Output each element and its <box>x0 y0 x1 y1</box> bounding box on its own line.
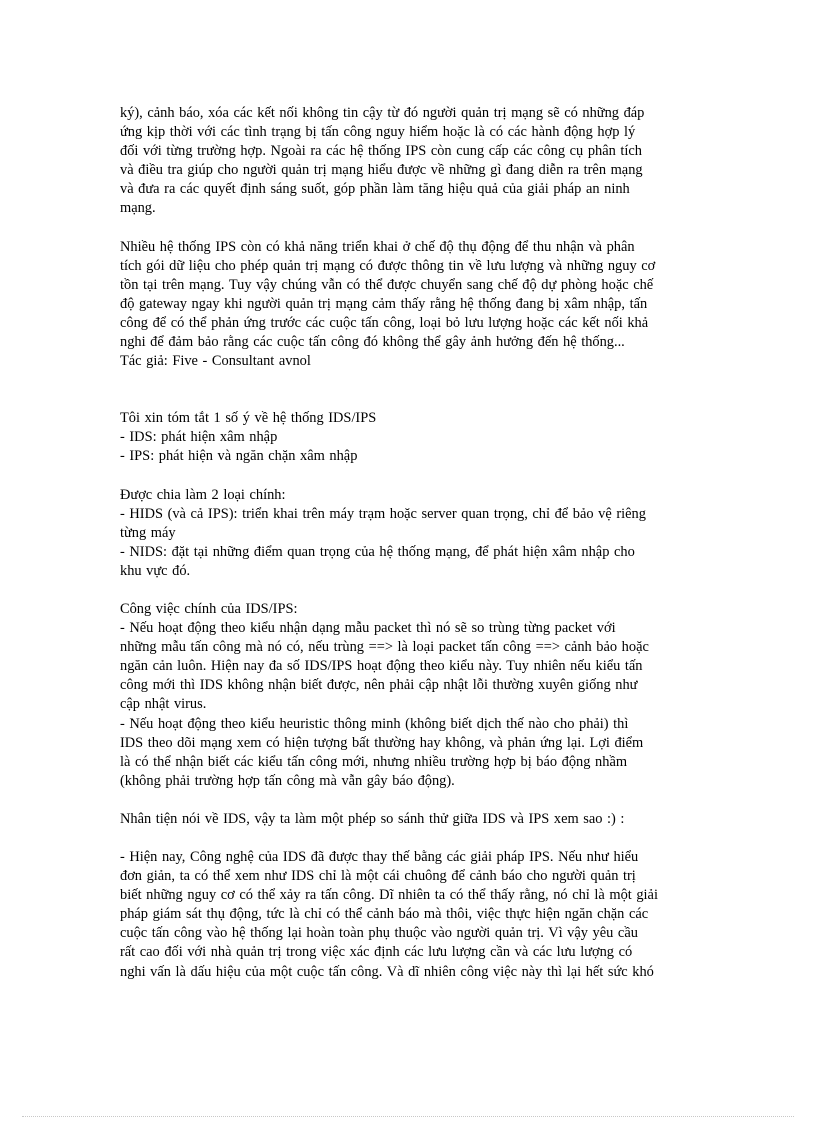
paragraph-main-tasks <box>120 600 700 791</box>
text-line: và điều tra giúp cho người quản trị mạng hiểu được về những gì đang diễn ra trên mạng <box>120 162 643 179</box>
text-line: mạng. <box>120 200 156 217</box>
text-line: - NIDS: đặt tại những điểm quan trọng của hệ thống mạng, để phát hiện xâm nhập cho <box>120 543 635 560</box>
text-line: công để có thể phản ứng trước các cuộc tấn công, loại bỏ lưu lượng hoặc các kết nối khả <box>120 314 649 331</box>
paragraph-spacer <box>120 581 700 600</box>
text-line: từng máy <box>120 524 176 541</box>
paragraph-spacer <box>120 791 700 810</box>
text-line: đơn giản, ta có thể xem như IDS chỉ là một cái chuông để cảnh báo cho người quản trị <box>120 868 636 885</box>
text-line: (không phải trường hợp tấn công mà vẫn gây báo động). <box>120 772 455 789</box>
text-line: IDS theo dõi mạng xem có hiện tượng bất thường hay không, và phản ứng lại. Lợi điểm <box>120 734 644 751</box>
text-line: - IPS: phát hiện và ngăn chặn xâm nhập <box>120 448 358 465</box>
paragraph-types <box>120 486 700 581</box>
paragraph-spacer <box>120 467 700 486</box>
text-line: - HIDS (và cả IPS): triển khai trên máy trạm hoặc server quan trọng, chỉ để bảo vệ riêng <box>120 505 646 522</box>
text-line: ứng kịp thời với các tình trạng bị tấn công nguy hiểm hoặc là có các hành động hợp lý <box>120 124 636 141</box>
text-line: nghi vấn là dấu hiệu của một cuộc tấn công. Và dĩ nhiên công việc này thì lại hết sức khó <box>120 963 654 980</box>
text-line: Nhiều hệ thống IPS còn có khả năng triển khai ở chế độ thụ động để thu nhận và phân <box>120 238 635 255</box>
text-line: Tôi xin tóm tắt 1 số ý về hệ thống IDS/IPS <box>120 410 377 427</box>
text-line: rất cao đối với nhà quản trị trong việc xác định các lưu lượng cần và các lưu lượng có <box>120 944 633 961</box>
text-line: nghi để đảm bảo rằng các cuộc tấn công đó không thể gây ảnh hưởng đến hệ thống... <box>120 334 625 351</box>
paragraph-passive-mode <box>120 238 700 372</box>
paragraph-comparison-intro <box>120 810 700 829</box>
text-line: tồn tại trên mạng. Tuy vậy chúng vẫn có thể được chuyển sang chế độ dự phòng hoặc chế <box>120 276 654 293</box>
text-line: ký), cảnh báo, xóa các kết nối không tin cậy từ đó người quản trị mạng sẽ có những đáp <box>120 105 645 121</box>
text-line: Công việc chính của IDS/IPS: <box>120 600 298 617</box>
text-line: - Nếu hoạt động theo kiểu nhận dạng mẫu packet thì nó sẽ so trùng từng packet với <box>120 620 616 637</box>
text-line: độ gateway ngay khi người quản trị mạng cảm thấy rằng hệ thống đang bị xâm nhập, tấn <box>120 295 648 312</box>
paragraph-spacer <box>120 371 700 409</box>
text-line: cuộc tấn công vào hệ thống lại hoàn toàn phụ thuộc vào người quản trị. Vì vậy yêu cầu <box>120 925 638 942</box>
page-bottom-divider <box>22 1116 794 1117</box>
paragraph-summary <box>120 409 700 466</box>
text-line: biết những nguy cơ có thể xảy ra tấn công. Dĩ nhiên ta có thể thấy rằng, nó chỉ là một giải <box>120 887 658 904</box>
paragraph-comparison <box>120 848 700 982</box>
text-line: những mẫu tấn công mà nó có, nếu trùng ==> là loại packet tấn công ==> cảnh bảo hoặc <box>120 639 649 656</box>
text-line: khu vực đó. <box>120 562 191 579</box>
text-line: công mới thì IDS không nhận biết được, nên phải cập nhật lỗi thường xuyên giống như <box>120 677 638 694</box>
text-line: cập nhật virus. <box>120 696 207 713</box>
text-line: Được chia làm 2 loại chính: <box>120 486 286 503</box>
text-line: Nhân tiện nói về IDS, vậy ta làm một phép so sánh thử giữa IDS và IPS xem sao :) : <box>120 810 625 827</box>
text-line: - Nếu hoạt động theo kiểu heuristic thông minh (không biết dịch thế nào cho phải) thì <box>120 715 629 732</box>
text-line: - Hiện nay, Công nghệ của IDS đã được thay thế bằng các giải pháp IPS. Nếu như hiểu <box>120 849 639 865</box>
paragraph-spacer <box>120 219 700 238</box>
author-line: Tác giả: Five - Consultant avnol <box>120 353 311 370</box>
text-line: pháp giám sát thụ động, tức là chỉ có thể cảnh báo mà thôi, việc thực hiện ngăn chặn các <box>120 906 649 923</box>
text-line: tích gói dữ liệu cho phép quản trị mạng có được thông tin về lưu lượng và những nguy cơ <box>120 257 656 274</box>
text-line: - IDS: phát hiện xâm nhập <box>120 429 278 446</box>
document-body <box>120 104 700 982</box>
text-line: đối với từng trường hợp. Ngoài ra các hệ thống IPS còn cung cấp các công cụ phân tích <box>120 143 642 160</box>
paragraph-spacer <box>120 829 700 848</box>
text-line: ngăn cản luôn. Hiện nay đa số IDS/IPS hoạt động theo kiểu này. Tuy nhiên nếu kiểu tấn <box>120 658 643 675</box>
text-line: và đưa ra các quyết định sáng suốt, góp phần làm tăng hiệu quả của giải pháp an ninh <box>120 181 630 198</box>
paragraph-ips-benefits <box>120 104 700 219</box>
text-line: là có thể nhận biết các kiểu tấn công mới, nhưng nhiều trường hợp bị báo động nhầm <box>120 753 628 770</box>
